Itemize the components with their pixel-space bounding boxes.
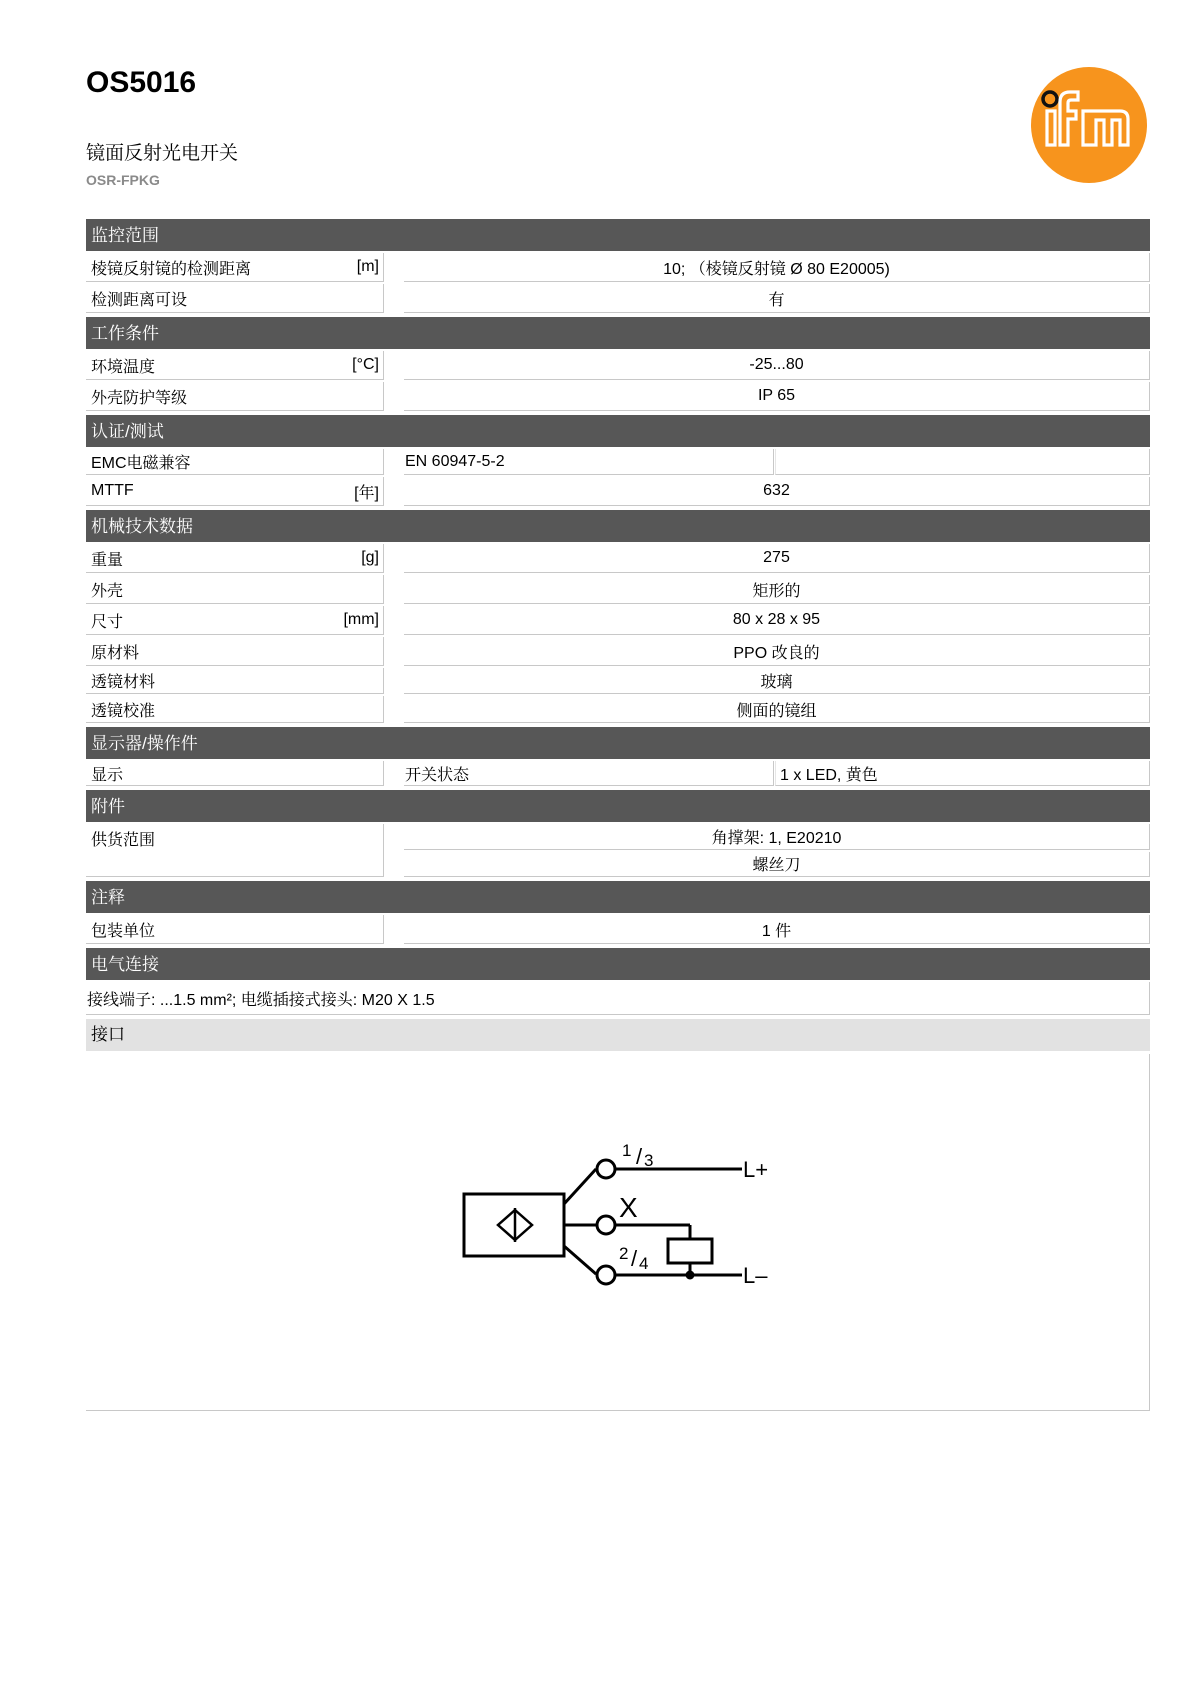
- spec-row: [86, 284, 1150, 313]
- spec-label-text: 检测距离可设: [91, 291, 188, 309]
- spec-row: [86, 544, 1150, 573]
- spec-label: [86, 284, 384, 313]
- spec-label-text: 外壳: [91, 582, 124, 600]
- spec-value: 开关状态: [404, 761, 774, 786]
- spec-row: [86, 668, 1150, 694]
- wire-label-13-den: 3: [644, 1151, 654, 1170]
- spec-row: [86, 253, 1150, 282]
- spec-value: 侧面的镜组: [404, 696, 1150, 723]
- section-approvals-header: 认证/测试: [86, 415, 1150, 447]
- spec-row: [86, 606, 1150, 635]
- spec-row: [86, 915, 1150, 944]
- spec-value: 矩形的: [404, 575, 1150, 604]
- spec-label: [86, 253, 384, 282]
- spec-unit: [g]: [361, 549, 379, 566]
- spec-row: [86, 824, 1150, 877]
- section-remarks-header: 注释: [86, 881, 1150, 913]
- spec-row: [86, 637, 1150, 666]
- spec-value: IP 65: [404, 382, 1150, 411]
- wiring-diagram: [86, 1054, 1150, 1411]
- wire-label-24-num: 2: [619, 1244, 629, 1263]
- spec-unit: [m]: [356, 258, 379, 275]
- wire-3: [564, 1246, 596, 1274]
- spec-label: [86, 449, 384, 475]
- spec-label: [86, 696, 384, 723]
- wire-label-13-num: 1: [622, 1141, 632, 1160]
- spec-unit: [mm]: [343, 611, 379, 628]
- spec-row: [86, 761, 1150, 786]
- ifm-logo: [1030, 66, 1148, 184]
- wire-1: [564, 1169, 596, 1204]
- spec-label: [86, 575, 384, 604]
- datasheet: [86, 219, 1150, 1411]
- spec-value: -25...80: [404, 351, 1150, 380]
- spec-label-text: 显示: [91, 766, 124, 784]
- spec-label: [86, 668, 384, 694]
- section-operating-header: 工作条件: [86, 317, 1150, 349]
- spec-label: [86, 915, 384, 944]
- spec-label-text: EMC电磁兼容: [91, 455, 191, 472]
- spec-value-secondary: 1 x LED, 黄色: [775, 761, 1150, 786]
- wire-label-24-slash: /: [631, 1246, 638, 1271]
- spec-label: [86, 477, 384, 506]
- load-symbol: [668, 1239, 712, 1263]
- section-accessories-header: 附件: [86, 790, 1150, 822]
- spec-row: [86, 696, 1150, 723]
- spec-label-text: MTTF: [91, 482, 134, 499]
- section-mechanical-header: 机械技术数据: [86, 510, 1150, 542]
- spec-value-secondary: [775, 449, 1150, 475]
- spec-label: [86, 382, 384, 411]
- spec-label: [86, 637, 384, 666]
- spec-value: 80 x 28 x 95: [404, 606, 1150, 635]
- spec-unit: [年]: [354, 484, 379, 502]
- terminal-1: [597, 1160, 615, 1178]
- section-electrical-header: 电气连接: [86, 948, 1150, 980]
- wire-label-24-den: 4: [639, 1254, 649, 1273]
- terminal-3: [597, 1266, 615, 1284]
- spec-label-text: 透镜材料: [91, 674, 156, 691]
- section-display-header: 显示器/操作件: [86, 727, 1150, 759]
- spec-value: 玻璃: [404, 668, 1150, 694]
- spec-value: PPO 改良的: [404, 637, 1150, 666]
- section-interface-header: 接口: [86, 1019, 1150, 1051]
- spec-label: [86, 761, 384, 786]
- wire-label-13-slash: /: [636, 1144, 643, 1169]
- spec-value: 角撑架: 1, E20210: [404, 824, 1150, 850]
- spec-label-text: 透镜校准: [91, 702, 156, 720]
- spec-unit: [°C]: [352, 356, 379, 373]
- spec-row: [86, 351, 1150, 380]
- product-title: OS5016: [86, 66, 197, 99]
- spec-row: [86, 382, 1150, 411]
- spec-value: 10; （棱镜反射镜 Ø 80 E20005): [404, 253, 1150, 282]
- electrical-connection-text: 接线端子: ...1.5 mm²; 电缆插接式接头: M20 X 1.5: [86, 982, 1150, 1015]
- spec-value: 1 件: [404, 915, 1150, 944]
- terminal-2: [597, 1216, 615, 1234]
- spec-label: [86, 351, 384, 380]
- product-code: OSR-FPKG: [86, 172, 160, 188]
- spec-label-text: 外壳防护等级: [91, 389, 188, 407]
- wiring-diagram-svg: [86, 1054, 1150, 1410]
- spec-value: 有: [404, 284, 1150, 313]
- spec-label: [86, 606, 384, 635]
- spec-value: EN 60947-5-2: [404, 449, 774, 475]
- section-monitoring-header: 监控范围: [86, 219, 1150, 251]
- spec-label: [86, 544, 384, 573]
- spec-label-text: 供货范围: [91, 832, 156, 849]
- junction-dot: [686, 1271, 695, 1280]
- spec-label-text: 包装单位: [91, 922, 156, 940]
- spec-value: 632: [404, 477, 1150, 506]
- spec-label: [86, 824, 384, 877]
- spec-row: [86, 477, 1150, 506]
- spec-row: [86, 575, 1150, 604]
- spec-value: 螺丝刀: [404, 852, 1150, 878]
- spec-value: 275: [404, 544, 1150, 573]
- spec-label-text: 重量: [91, 551, 124, 569]
- product-subtitle: 镜面反射光电开关: [86, 143, 239, 164]
- spec-label-text: 原材料: [91, 644, 140, 662]
- spec-label-text: 环境温度: [91, 358, 156, 376]
- spec-label-text: 棱镜反射镜的检测距离: [91, 260, 252, 278]
- wire-label-x: X: [619, 1192, 638, 1223]
- spec-label-text: 尺寸: [91, 613, 124, 631]
- spec-row: [86, 449, 1150, 475]
- label-l-plus: L+: [743, 1157, 769, 1182]
- label-l-minus: L–: [743, 1263, 768, 1288]
